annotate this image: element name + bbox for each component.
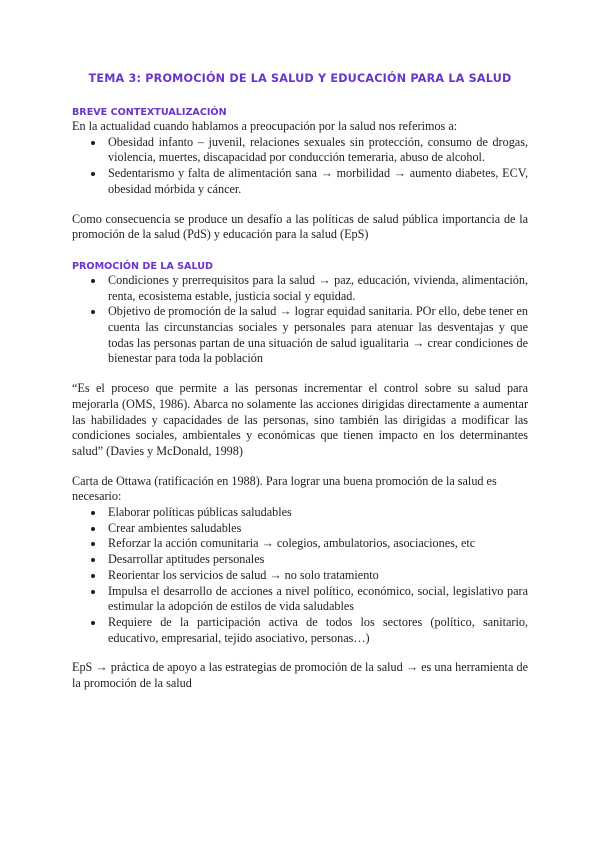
- ottawa-intro: Carta de Ottawa (ratificación en 1988). Para lograr una buena promoción de la salud es necesario:: [72, 473, 497, 504]
- promotion-list: [72, 273, 528, 367]
- list-item: Sedentarismo y falta de alimentación sana → morbilidad → aumento diabetes, ECV, obesidad mórbida y cáncer.: [108, 166, 528, 196]
- consequence-paragraph: Como consecuencia se produce un desafío a las políticas de salud pública importancia de la promoción de la salud (PdS) y educación para la salud (EpS): [72, 211, 528, 242]
- page-title: TEMA 3: PROMOCIÓN DE LA SALUD Y EDUCACIÓN PARA LA SALUD: [88, 72, 512, 85]
- list-item: Elaborar políticas públicas saludables: [108, 505, 528, 521]
- section-heading-contextualization: BREVE CONTEXTUALIZACIÓN: [72, 107, 227, 118]
- list-item: Reforzar la acción comunitaria → colegios, ambulatorios, asociaciones, etc: [108, 536, 528, 552]
- document-page: [72, 72, 528, 692]
- concerns-list: [72, 135, 528, 198]
- list-item: Objetivo de promoción de la salud → lograr equidad sanitaria. POr ello, debe tener en cuenta las circunstancias sociales y personales para atenuar las desventajas y que todas las personas partan de una situación de salud igualitaria → crear condiciones de bienestar para toda la población: [108, 304, 528, 366]
- section-heading-health-promotion: PROMOCIÓN DE LA SALUD: [72, 260, 214, 272]
- list-item: Obesidad infanto – juvenil, relaciones sexuales sin protección, consumo de drogas, violencia, muertes, discapacidad por conducción temeraria, abuso de alcohol.: [108, 134, 528, 165]
- ottawa-list: [72, 505, 528, 646]
- list-item: Reorientar los servicios de salud → no solo tratamiento: [108, 568, 528, 584]
- intro-paragraph: En la actualidad cuando hablamos a preocupación por la salud nos referimos a:: [72, 119, 458, 133]
- definition-quote: “Es el proceso que permite a las personas incrementar el control sobre su salud para mejorarla (OMS, 1986). Abarca no solamente las acciones dirigidas directamente a aumentar las habilidades y capacidades de las personas, sino también las dirigidas a modificar las condiciones sociales, ambientales y económicas que tienen impacto en los determinantes salud” (Davies y McDonald, 1998): [72, 381, 528, 458]
- list-item: Crear ambientes saludables: [108, 521, 528, 537]
- list-item: Desarrollar aptitudes personales: [108, 552, 528, 568]
- list-item: Condiciones y prerrequisitos para la salud → paz, educación, vivienda, alimentación, renta, ecosistema estable, justicia social y equidad.: [108, 272, 528, 303]
- list-item: Requiere de la participación activa de todos los sectores (político, sanitario, educativo, empresarial, tejido asociativo, personas…): [108, 614, 528, 645]
- eps-paragraph: EpS → práctica de apoyo a las estrategias de promoción de la salud → es una herramienta de la promoción de la salud: [72, 660, 528, 691]
- list-item: Impulsa el desarrollo de acciones a nivel político, económico, social, legislativo para estimular la adopción de estilos de vida saludables: [108, 583, 528, 614]
